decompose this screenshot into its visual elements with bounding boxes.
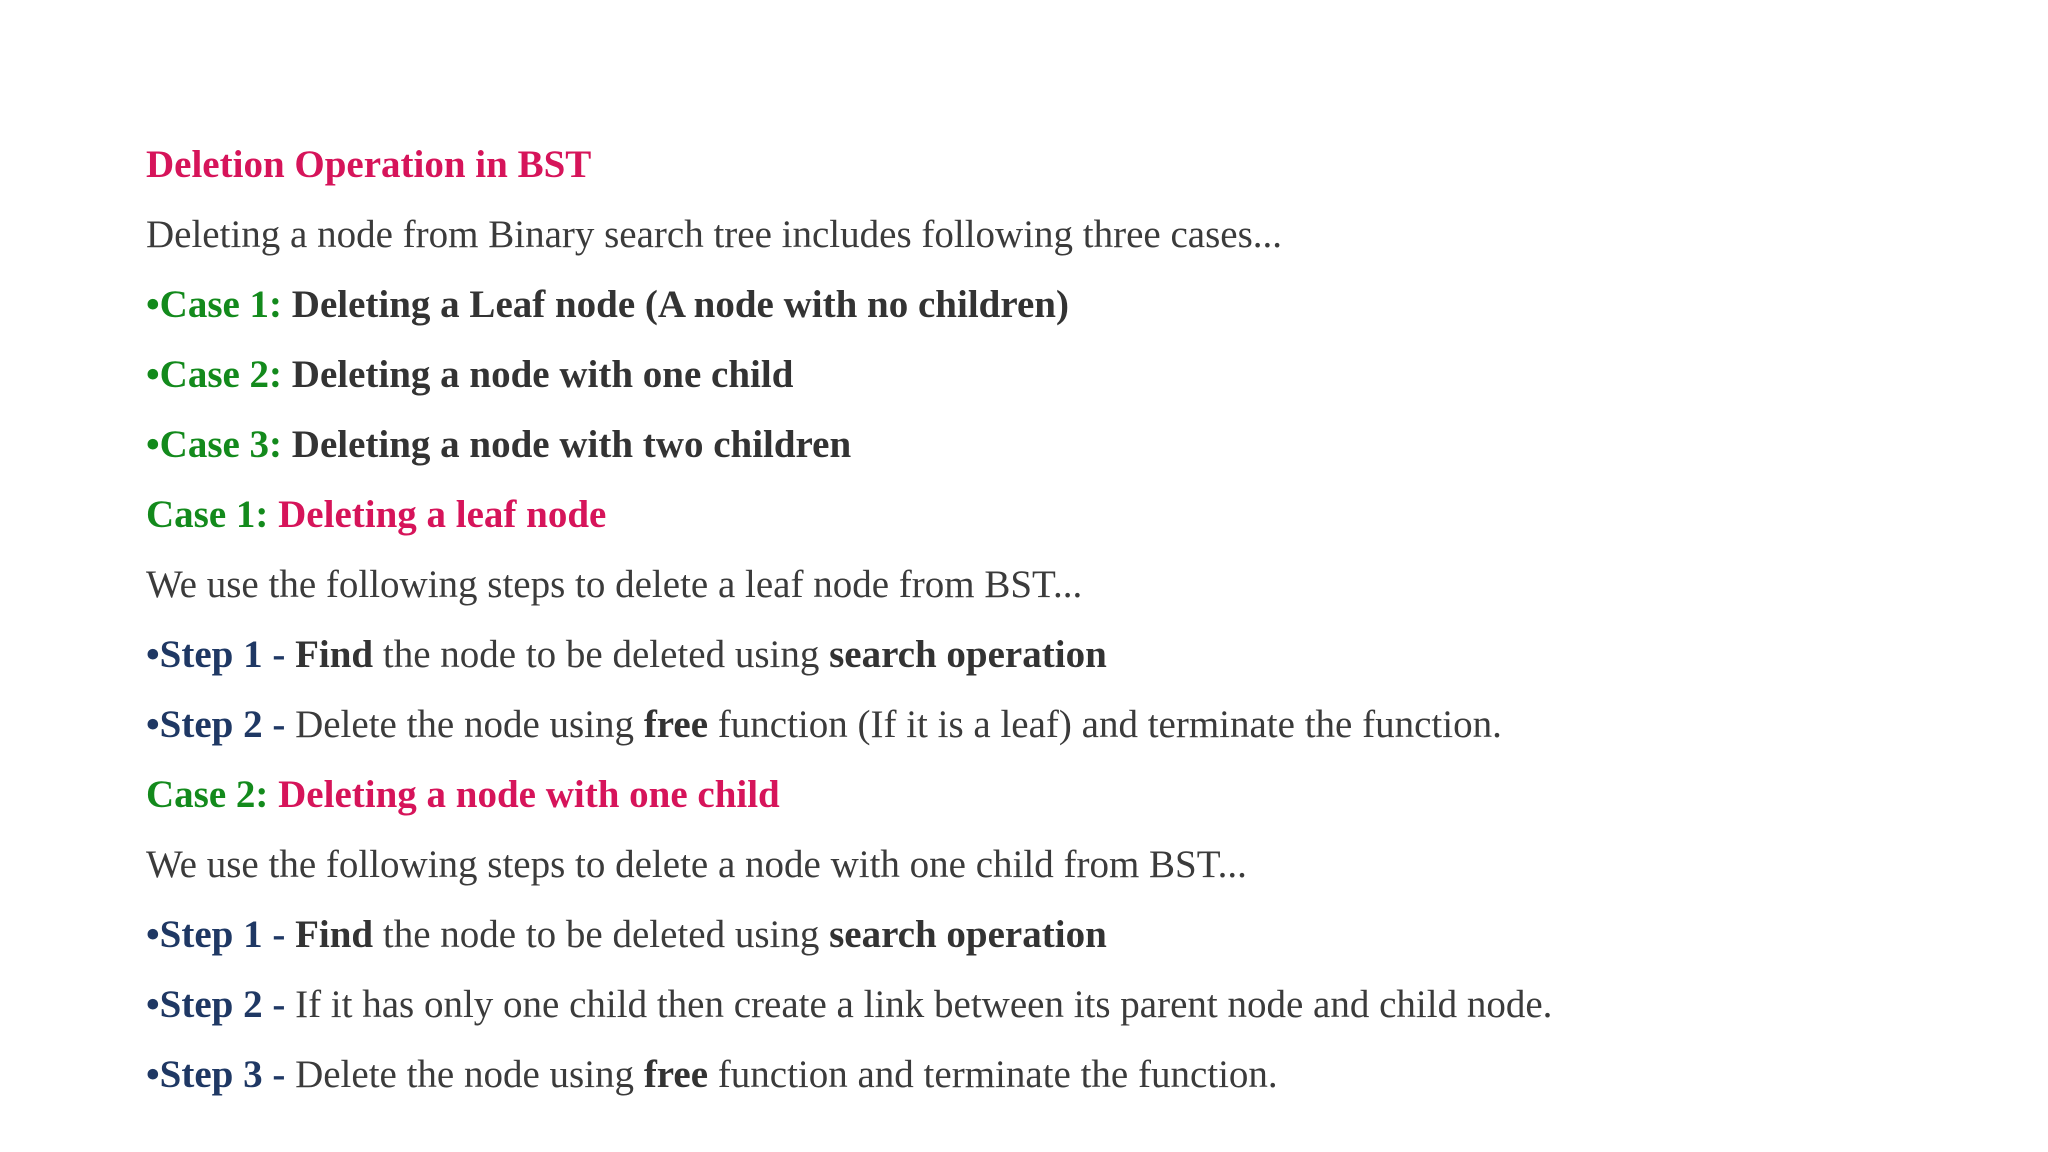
bullet-icon: • [146, 423, 160, 466]
step-text: Delete the node using [295, 703, 644, 746]
case-text: Deleting a Leaf node (A node with no children) [291, 283, 1069, 326]
step-text: the node to be deleted using [373, 913, 830, 956]
step-bold-text: free [643, 1053, 709, 1096]
step-label: Step 1 - [159, 913, 286, 956]
step-bold-text: search operation [829, 913, 1107, 956]
step-label: Step 1 - [159, 633, 286, 676]
section-intro: We use the following steps to delete a leaf node from BST... [146, 563, 1083, 606]
step-text: the node to be deleted using [373, 633, 830, 676]
step-bold-text: Find [295, 633, 374, 676]
step-label: Step 3 - [159, 1053, 286, 1096]
step-item [146, 910, 1966, 980]
case-text: Deleting a node with one child [291, 353, 794, 396]
page-title: Deletion Operation in BST [146, 143, 592, 186]
step-item [146, 1050, 1966, 1120]
bullet-icon: • [146, 1053, 160, 1096]
case-list-item [146, 350, 1966, 420]
step-item [146, 630, 1966, 700]
section-heading [146, 490, 1966, 560]
section-intro: We use the following steps to delete a node with one child from BST... [146, 843, 1247, 886]
section-title: Deleting a node with one child [278, 773, 780, 816]
bullet-icon: • [146, 913, 160, 956]
bullet-icon: • [146, 983, 160, 1026]
step-bold-text: Find [295, 913, 374, 956]
step-item [146, 700, 1966, 770]
section-label: Case 1: [146, 493, 269, 536]
step-label: Step 2 - [159, 983, 286, 1026]
case-text: Deleting a node with two children [291, 423, 852, 466]
slide-content [146, 140, 1966, 1120]
step-bold-text: free [643, 703, 709, 746]
section-title: Deleting a leaf node [278, 493, 607, 536]
case-label: Case 2: [159, 353, 283, 396]
case-list-item [146, 280, 1966, 350]
section-label: Case 2: [146, 773, 269, 816]
step-text: function (If it is a leaf) and terminate the function. [708, 703, 1502, 746]
bullet-icon: • [146, 283, 160, 326]
case-label: Case 3: [159, 423, 283, 466]
section-heading [146, 770, 1966, 840]
bullet-icon: • [146, 703, 160, 746]
bullet-icon: • [146, 633, 160, 676]
step-text: Delete the node using [295, 1053, 644, 1096]
step-label: Step 2 - [159, 703, 286, 746]
case-list-item [146, 420, 1966, 490]
bullet-icon: • [146, 353, 160, 396]
case-label: Case 1: [159, 283, 283, 326]
step-bold-text: search operation [829, 633, 1107, 676]
step-item [146, 980, 1966, 1050]
step-text: If it has only one child then create a link between its parent node and child node. [295, 983, 1553, 1026]
intro-text: Deleting a node from Binary search tree includes following three cases... [146, 213, 1283, 256]
step-text: function and terminate the function. [708, 1053, 1278, 1096]
